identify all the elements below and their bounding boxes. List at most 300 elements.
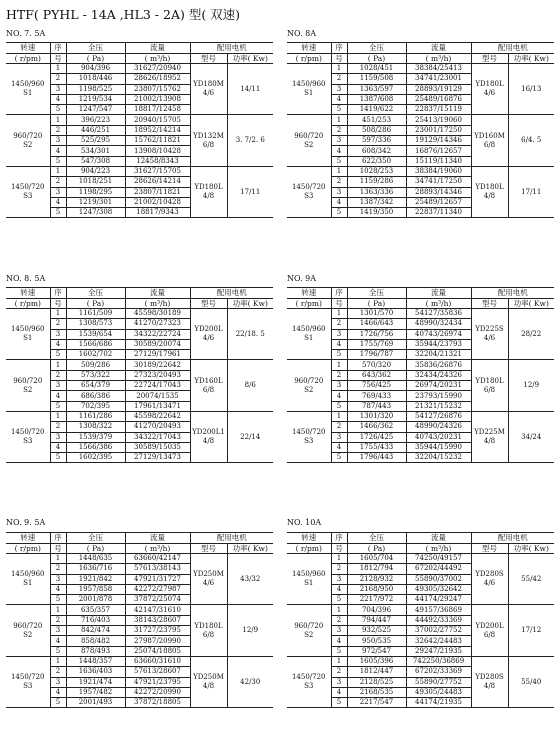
row-number: 2: [331, 615, 347, 625]
flow-value: 15119/11340: [406, 156, 471, 166]
pressure-value: 1159/286: [347, 177, 406, 187]
row-number: 1: [331, 166, 347, 176]
motor-model: YD160L: [194, 376, 223, 385]
motor-model: YD180L: [475, 183, 504, 192]
header-seq: 序: [50, 533, 66, 544]
flow-value: 30589/20074: [125, 339, 190, 349]
speed-code: S3: [23, 437, 33, 446]
motor-power: 12/9: [227, 605, 273, 656]
row-number: 3: [50, 329, 66, 339]
pressure-value: 1219/301: [66, 197, 125, 207]
flow-value: 57613/28607: [125, 667, 190, 677]
flow-value: 48990/24326: [406, 422, 471, 432]
table-label: NO. 9A: [287, 274, 317, 283]
header-flow: 流量: [125, 288, 190, 299]
motor-model: YD250M: [193, 673, 224, 682]
header-pressure: 全压: [347, 43, 406, 54]
pressure-value: 1605/704: [347, 554, 406, 564]
row-number: 4: [331, 197, 347, 207]
flow-value: 32434/24326: [406, 370, 471, 380]
pressure-value: 1755/433: [347, 442, 406, 452]
flow-value: 18952/14214: [125, 125, 190, 135]
header-speed-unit: ( r/pm): [287, 53, 331, 64]
header-motor: 配用电机: [190, 288, 273, 299]
motor-model-cell: [471, 309, 508, 360]
motor-model: YD180L: [475, 376, 504, 385]
row-number: 4: [50, 146, 66, 156]
speed-cell: [6, 64, 50, 115]
row-number: 3: [331, 329, 347, 339]
motor-model: YD200L: [194, 325, 223, 334]
flow-value: 45598/30189: [125, 309, 190, 319]
pressure-value: 1957/482: [66, 687, 125, 697]
pressure-value: 1726/756: [347, 329, 406, 339]
pressure-value: 950/535: [347, 636, 406, 646]
speed-cell: [287, 115, 331, 166]
row-number: 2: [50, 564, 66, 574]
motor-model-cell: [190, 360, 227, 411]
spec-table: [287, 532, 554, 708]
motor-model: YD225S: [475, 325, 504, 334]
speed-code: S2: [23, 140, 33, 149]
pressure-value: 1539/379: [66, 432, 125, 442]
header-seq-2: 号: [50, 543, 66, 554]
header-flow-unit: ( m³/h): [406, 543, 471, 554]
speed-cell: [287, 656, 331, 707]
flow-value: 16876/12657: [406, 146, 471, 156]
row-number: 1: [50, 166, 66, 176]
flow-value: 25413/19060: [406, 115, 471, 125]
flow-value: 34741/23001: [406, 74, 471, 84]
pressure-value: 704/396: [347, 605, 406, 615]
flow-value: 34322/17043: [125, 432, 190, 442]
motor-power: 55/40: [508, 656, 554, 707]
motor-model: YD280S: [475, 673, 504, 682]
row-number: 5: [50, 698, 66, 708]
motor-model-cell: [190, 115, 227, 166]
motor-power: 22/14: [227, 411, 273, 462]
flow-value: 44174/29247: [406, 595, 471, 605]
pressure-value: 1363/336: [347, 187, 406, 197]
motor-power: 42/30: [227, 656, 273, 707]
row-number: 4: [331, 687, 347, 697]
header-seq: 序: [50, 288, 66, 299]
pressure-value: 635/357: [66, 605, 125, 615]
header-flow: 流量: [406, 533, 471, 544]
speed-cell: [6, 360, 50, 411]
pressure-value: 1198/295: [66, 187, 125, 197]
row-number: 5: [331, 401, 347, 411]
header-model: 型号: [471, 543, 508, 554]
flow-value: 67202/44492: [406, 564, 471, 574]
header-speed: 转速: [6, 533, 50, 544]
header-model: 型号: [190, 298, 227, 309]
flow-value: 40743/20231: [406, 432, 471, 442]
header-model: 型号: [471, 298, 508, 309]
speed-cell: [6, 411, 50, 462]
pressure-value: 794/447: [347, 615, 406, 625]
flow-value: 30589/15035: [125, 442, 190, 452]
header-pressure-unit: ( Pa): [66, 298, 125, 309]
motor-power: 17/11: [508, 166, 554, 217]
pressure-value: 1812/447: [347, 667, 406, 677]
speed-value: 1450/720: [10, 183, 45, 192]
flow-value: 42272/20990: [125, 687, 190, 697]
motor-model: YD200L: [475, 621, 504, 630]
flow-value: 22837/15119: [406, 105, 471, 115]
flow-value: 20940/15705: [125, 115, 190, 125]
flow-value: 25489/12657: [406, 197, 471, 207]
pressure-value: 573/322: [66, 370, 125, 380]
speed-cell: [6, 656, 50, 707]
header-speed-unit: ( r/pm): [6, 543, 50, 554]
pressure-value: 446/251: [66, 125, 125, 135]
row-number: 1: [331, 656, 347, 666]
pressure-value: 1812/794: [347, 564, 406, 574]
pressure-value: 1602/702: [66, 350, 125, 360]
motor-poles: 4/6: [202, 89, 215, 98]
speed-code: S3: [23, 192, 33, 201]
pressure-value: 1957/858: [66, 584, 125, 594]
motor-poles: 4/8: [202, 682, 215, 691]
motor-model-cell: [471, 656, 508, 707]
flow-value: 27129/17961: [125, 350, 190, 360]
header-motor: 配用电机: [190, 533, 273, 544]
pressure-value: 1636/716: [66, 564, 125, 574]
motor-model: YD180L: [475, 80, 504, 89]
motor-model: YD200L1: [192, 428, 225, 437]
pressure-value: 1566/686: [66, 339, 125, 349]
row-number: 1: [50, 411, 66, 421]
row-number: 3: [331, 574, 347, 584]
header-speed-unit: ( r/pm): [287, 298, 331, 309]
flow-value: 28626/18952: [125, 74, 190, 84]
pressure-value: 1726/425: [347, 432, 406, 442]
speed-value: 960/720: [13, 376, 43, 385]
speed-code: S2: [304, 385, 314, 394]
motor-model-cell: [471, 411, 508, 462]
header-flow-unit: ( m³/h): [406, 53, 471, 64]
flow-value: 37872/25074: [125, 595, 190, 605]
flow-value: 26974/20231: [406, 381, 471, 391]
row-number: 4: [331, 339, 347, 349]
header-power: 功率( Kw): [508, 53, 554, 64]
row-number: 3: [50, 84, 66, 94]
row-number: 1: [331, 411, 347, 421]
speed-code: S2: [304, 140, 314, 149]
motor-power: 34/24: [508, 411, 554, 462]
flow-value: 54127/26876: [406, 411, 471, 421]
pressure-value: 451/253: [347, 115, 406, 125]
speed-cell: [287, 554, 331, 605]
row-number: 5: [50, 156, 66, 166]
flow-value: 63660/31610: [125, 656, 190, 666]
row-number: 5: [331, 595, 347, 605]
row-number: 5: [331, 350, 347, 360]
flow-value: 30189/22642: [125, 360, 190, 370]
pressure-value: 702/395: [66, 401, 125, 411]
motor-model: YD180M: [193, 80, 224, 89]
row-number: 4: [50, 584, 66, 594]
table-row: [287, 554, 554, 564]
flow-value: 28893/19129: [406, 84, 471, 94]
speed-code: S3: [304, 682, 314, 691]
motor-poles: 6/8: [483, 630, 496, 639]
pressure-value: 622/350: [347, 156, 406, 166]
row-number: 3: [50, 677, 66, 687]
row-number: 3: [331, 381, 347, 391]
row-number: 2: [50, 370, 66, 380]
row-number: 1: [50, 115, 66, 125]
header-seq: 序: [331, 43, 347, 54]
header-seq-2: 号: [331, 298, 347, 309]
speed-code: S1: [23, 334, 33, 343]
pressure-value: 597/336: [347, 136, 406, 146]
pressure-value: 2217/547: [347, 698, 406, 708]
speed-code: S3: [23, 682, 33, 691]
table-row: [287, 64, 554, 74]
flow-value: 57613/38143: [125, 564, 190, 574]
pressure-value: 1755/769: [347, 339, 406, 349]
motor-model: YD132M: [193, 131, 224, 140]
row-number: 3: [50, 381, 66, 391]
flow-value: 41270/27323: [125, 319, 190, 329]
table-row: [6, 411, 273, 421]
header-flow: 流量: [125, 533, 190, 544]
header-seq: 序: [50, 43, 66, 54]
motor-poles: 4/8: [483, 682, 496, 691]
flow-value: 23807/15762: [125, 84, 190, 94]
pressure-value: 654/379: [66, 381, 125, 391]
flow-value: 31627/15705: [125, 166, 190, 176]
speed-cell: [6, 166, 50, 217]
pressure-value: 1796/787: [347, 350, 406, 360]
flow-value: 22837/11340: [406, 208, 471, 218]
motor-poles: 4/6: [202, 334, 215, 343]
row-number: 4: [331, 442, 347, 452]
motor-model-cell: [190, 309, 227, 360]
header-speed: 转速: [6, 43, 50, 54]
motor-power: 28/22: [508, 309, 554, 360]
pressure-value: 1018/251: [66, 177, 125, 187]
row-number: 3: [331, 84, 347, 94]
row-number: 5: [331, 105, 347, 115]
row-number: 5: [331, 208, 347, 218]
motor-poles: 4/6: [483, 89, 496, 98]
row-number: 5: [50, 350, 66, 360]
header-flow-unit: ( m³/h): [125, 543, 190, 554]
header-flow-unit: ( m³/h): [125, 298, 190, 309]
pressure-value: 932/525: [347, 626, 406, 636]
pressure-value: 769/433: [347, 391, 406, 401]
speed-cell: [287, 605, 331, 656]
motor-power: 55/42: [508, 554, 554, 605]
pressure-value: 716/403: [66, 615, 125, 625]
flow-value: 21002/13908: [125, 94, 190, 104]
row-number: 2: [331, 370, 347, 380]
flow-value: 35944/15990: [406, 442, 471, 452]
flow-value: 44174/21935: [406, 698, 471, 708]
flow-value: 21321/15232: [406, 401, 471, 411]
header-speed-unit: ( r/pm): [6, 298, 50, 309]
speed-cell: [6, 115, 50, 166]
flow-value: 32204/21321: [406, 350, 471, 360]
table-row: [6, 360, 273, 370]
header-flow-unit: ( m³/h): [125, 53, 190, 64]
motor-model-cell: [471, 166, 508, 217]
motor-model: YD180L: [194, 621, 223, 630]
motor-power: 22/18. 5: [227, 309, 273, 360]
header-seq: 序: [331, 533, 347, 544]
speed-code: S3: [304, 437, 314, 446]
flow-value: 41270/20493: [125, 422, 190, 432]
pressure-value: 2128/525: [347, 677, 406, 687]
motor-poles: 4/8: [202, 437, 215, 446]
flow-value: 19129/14346: [406, 136, 471, 146]
header-motor: 配用电机: [471, 288, 554, 299]
pressure-value: 1466/643: [347, 319, 406, 329]
speed-code: S2: [23, 385, 33, 394]
pressure-value: 1419/622: [347, 105, 406, 115]
header-power: 功率( Kw): [508, 543, 554, 554]
row-number: 2: [331, 74, 347, 84]
flow-value: 25074/18805: [125, 646, 190, 656]
table-row: [287, 166, 554, 176]
motor-power: 17/11: [227, 166, 273, 217]
flow-value: 67202/33369: [406, 667, 471, 677]
pressure-value: 1028/451: [347, 64, 406, 74]
flow-value: 18817/12458: [125, 105, 190, 115]
header-pressure: 全压: [66, 533, 125, 544]
flow-value: 35944/23793: [406, 339, 471, 349]
row-number: 5: [50, 208, 66, 218]
speed-code: S1: [23, 89, 33, 98]
motor-model: YD225M: [474, 428, 505, 437]
pressure-value: 1419/350: [347, 208, 406, 218]
motor-model: YD180L: [194, 183, 223, 192]
motor-power: 17/12: [508, 605, 554, 656]
row-number: 3: [50, 432, 66, 442]
pressure-value: 643/362: [347, 370, 406, 380]
row-number: 4: [50, 339, 66, 349]
flow-value: 54127/35836: [406, 309, 471, 319]
header-model: 型号: [190, 53, 227, 64]
motor-power: 8/6: [227, 360, 273, 411]
table-row: [287, 656, 554, 666]
flow-value: 55890/27752: [406, 677, 471, 687]
flow-value: 25489/16876: [406, 94, 471, 104]
flow-value: 45598/22642: [125, 411, 190, 421]
flow-value: 29247/21935: [406, 646, 471, 656]
speed-value: 960/720: [13, 621, 43, 630]
row-number: 2: [331, 125, 347, 135]
motor-model-cell: [471, 64, 508, 115]
pressure-value: 756/425: [347, 381, 406, 391]
header-motor: 配用电机: [190, 43, 273, 54]
motor-power: 43/32: [227, 554, 273, 605]
pressure-value: 1566/386: [66, 442, 125, 452]
motor-model-cell: [190, 166, 227, 217]
pressure-value: 2128/932: [347, 574, 406, 584]
pressure-value: 525/295: [66, 136, 125, 146]
pressure-value: 878/493: [66, 646, 125, 656]
pressure-value: 1301/570: [347, 309, 406, 319]
row-number: 5: [331, 156, 347, 166]
pressure-value: 1198/525: [66, 84, 125, 94]
flow-value: 74250/49157: [406, 554, 471, 564]
row-number: 5: [331, 646, 347, 656]
flow-value: 38384/25413: [406, 64, 471, 74]
row-number: 1: [50, 64, 66, 74]
pressure-value: 787/443: [347, 401, 406, 411]
flow-value: 27129/13473: [125, 453, 190, 463]
flow-value: 28893/14346: [406, 187, 471, 197]
table-row: [6, 64, 273, 74]
flow-value: 49157/36869: [406, 605, 471, 615]
row-number: 5: [50, 646, 66, 656]
row-number: 4: [50, 391, 66, 401]
row-number: 3: [331, 187, 347, 197]
row-number: 5: [50, 105, 66, 115]
spec-table: [6, 42, 273, 218]
row-number: 1: [331, 309, 347, 319]
flow-value: 42147/31610: [125, 605, 190, 615]
row-number: 1: [331, 64, 347, 74]
table-row: [6, 115, 273, 125]
pressure-value: 1247/308: [66, 208, 125, 218]
speed-code: S3: [304, 192, 314, 201]
table-label: NO. 8A: [287, 29, 317, 38]
row-number: 2: [331, 177, 347, 187]
pressure-value: 1247/547: [66, 105, 125, 115]
spec-table: [287, 42, 554, 218]
row-number: 2: [50, 422, 66, 432]
pressure-value: 508/286: [347, 125, 406, 135]
speed-value: 1450/960: [291, 570, 326, 579]
speed-value: 1450/960: [291, 325, 326, 334]
motor-poles: 4/8: [202, 192, 215, 201]
row-number: 5: [50, 595, 66, 605]
row-number: 3: [50, 574, 66, 584]
header-seq-2: 号: [50, 53, 66, 64]
row-number: 1: [50, 360, 66, 370]
flow-value: 17961/13471: [125, 401, 190, 411]
row-number: 3: [331, 432, 347, 442]
flow-value: 23001/17250: [406, 125, 471, 135]
flow-value: 21002/10428: [125, 197, 190, 207]
header-model: 型号: [190, 543, 227, 554]
row-number: 1: [50, 656, 66, 666]
flow-value: 22724/17043: [125, 381, 190, 391]
table-row: [6, 656, 273, 666]
pressure-value: 570/320: [347, 360, 406, 370]
motor-model-cell: [471, 554, 508, 605]
pressure-value: 1796/443: [347, 453, 406, 463]
flow-value: 34741/17250: [406, 177, 471, 187]
motor-poles: 6/8: [202, 385, 215, 394]
table-row: [6, 605, 273, 615]
row-number: 4: [50, 442, 66, 452]
motor-model-cell: [471, 360, 508, 411]
pressure-value: 608/342: [347, 146, 406, 156]
row-number: 1: [331, 605, 347, 615]
speed-cell: [287, 64, 331, 115]
flow-value: 13908/10428: [125, 146, 190, 156]
flow-value: 55890/37002: [406, 574, 471, 584]
header-pressure: 全压: [66, 43, 125, 54]
row-number: 2: [50, 74, 66, 84]
row-number: 1: [331, 360, 347, 370]
